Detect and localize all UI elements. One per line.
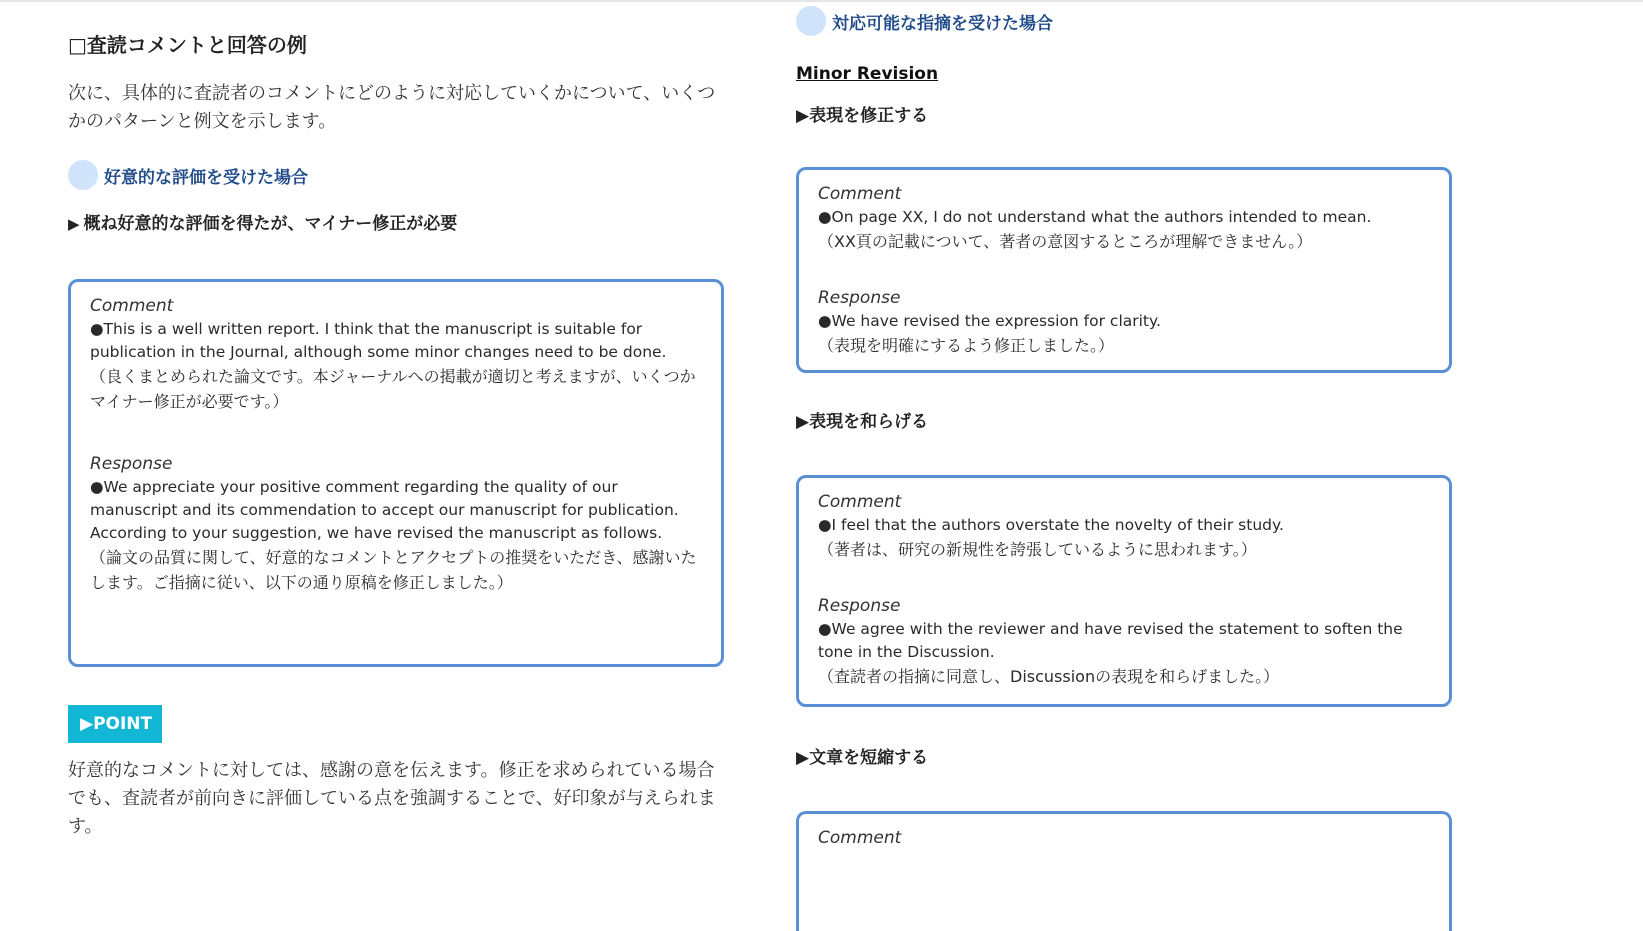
top-divider (0, 0, 1643, 2)
comment-japanese: （著者は、研究の新規性を誇張しているように思われます。） (818, 540, 1257, 559)
response-english: ●We have revised the expression for clarity. (818, 312, 1161, 330)
comment-label: Comment (818, 184, 902, 204)
point-badge: ▶POINT (68, 705, 162, 743)
sub-heading-revise: ▶表現を修正する (796, 106, 929, 126)
circle-icon (68, 160, 98, 190)
response-english: ●We agree with the reviewer and have revised the statement to soften the tone in the Discussion. (818, 620, 1403, 661)
sub-heading-shorten: ▶文章を短縮する (796, 748, 929, 768)
comment-japanese: （良くまとめられた論文です。本ジャーナルへの掲載が適切と考えますが、いくつかマイナー修正が必要です。） (90, 367, 696, 411)
sub-heading-text: 概ね好意的な評価を得たが、マイナー修正が必要 (83, 214, 458, 234)
point-row (68, 705, 728, 743)
response-label: Response (818, 288, 901, 308)
circle-icon (796, 6, 826, 36)
minor-revision-title: Minor Revision (796, 64, 939, 84)
sub-heading-soften: ▶表現を和らげる (796, 412, 929, 432)
response-japanese: （査読者の指摘に同意し、Discussionの表現を和らげました。） (818, 667, 1280, 686)
response-label: Response (818, 596, 901, 616)
case-heading-positive (68, 158, 728, 192)
example-box-revise (796, 167, 1452, 373)
right-column (796, 4, 1456, 931)
example-box-shorten (796, 811, 1452, 931)
point-text: 好意的なコメントに対しては、感謝の意を伝えます。修正を求められている場合でも、査読者が前向きに評価している点を強調することで、好印象が与えられます。 (68, 760, 716, 837)
response-japanese: （論文の品質に関して、好意的なコメントとアクセプトの推奨をいただき、感謝いたします。ご指摘に従い、以下の通り原稿を修正しました。） (90, 548, 697, 592)
comment-label: Comment (90, 296, 174, 316)
comment-english: ●This is a well written report. I think that the manuscript is suitable for publication in the Journal, although some minor changes need to be done. (90, 320, 667, 361)
comment-label: Comment (818, 492, 902, 512)
response-english: ●We appreciate your positive comment regarding the quality of our manuscript and its commendation to accept our manuscript for publication. According to your suggestion, we have revised the manuscript as follows. (90, 478, 679, 542)
response-japanese: （表現を明確にするよう修正しました。） (818, 336, 1115, 355)
case-heading-addressable (796, 4, 1456, 38)
comment-label: Comment (818, 828, 902, 848)
comment-english: ●On page XX, I do not understand what the authors intended to mean. (818, 208, 1372, 226)
triangle-icon: ▶ (68, 215, 80, 233)
example-box-soften (796, 475, 1452, 707)
left-column (68, 28, 728, 841)
comment-english: ●I feel that the authors overstate the novelty of their study. (818, 516, 1284, 534)
case-heading-text: 対応可能な指摘を受けた場合 (832, 13, 1053, 34)
section-title: □査読コメントと回答の例 (68, 33, 307, 57)
case-heading-text: 好意的な評価を受けた場合 (104, 167, 308, 188)
sub-heading (68, 211, 728, 237)
comment-japanese: （XX頁の記載について、著者の意図するところが理解できません。） (818, 232, 1313, 251)
intro-paragraph: 次に、具体的に査読者のコメントにどのように対応していくかについて、いくつかのパターンと例文を示します。 (68, 83, 716, 132)
example-box (68, 279, 724, 667)
response-label: Response (90, 454, 173, 474)
